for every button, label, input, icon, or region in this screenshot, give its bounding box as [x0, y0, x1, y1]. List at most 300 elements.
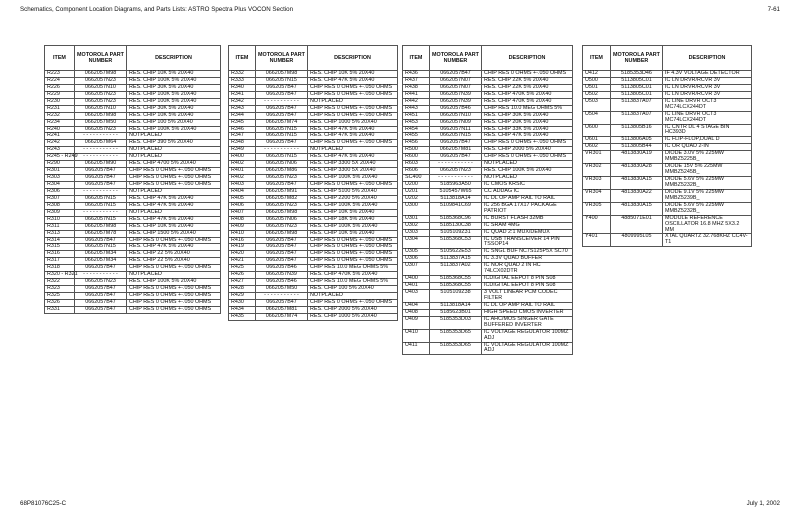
part-number-cell: 5113837A07	[611, 98, 663, 111]
description-cell: RES. CHIP 22 5% 20X40	[127, 258, 221, 265]
item-cell: VR304	[583, 189, 611, 202]
part-number-cell: 0662057B47	[75, 299, 127, 306]
item-cell: R342	[229, 98, 256, 105]
table-row	[403, 119, 573, 126]
description-cell: RES. CHIP 47K 5% 20X40	[308, 154, 398, 161]
part-number-cell: 0662057M98	[256, 209, 308, 216]
item-cell: R242	[45, 140, 75, 147]
part-number-cell: 5185368C96	[430, 215, 482, 222]
description-cell: RES. CHIP 10K 5% 20X40	[127, 223, 221, 230]
part-number-cell: 5105622E53	[430, 249, 482, 256]
part-number-cell: 0662057B46	[430, 105, 482, 112]
part-number-cell: 0662057M98	[256, 71, 308, 78]
table-row	[403, 236, 573, 249]
part-number-cell: 0662057M64	[75, 140, 127, 147]
description-cell: CHIP RES 10.0 MEG OHMS 5%	[308, 265, 398, 272]
description-cell: RES. CHIP 47K 5% 20X40	[308, 77, 398, 84]
description-cell: RES. CHIP 100K 5% 20X40	[127, 91, 221, 98]
description-cell: RES. CHIP 100K 5% 20X40	[127, 126, 221, 133]
item-cell: U404	[403, 302, 430, 309]
description-cell: IC CNTR DL 4 STAGE BIN HC393D	[663, 124, 752, 137]
description-cell: RES. CHIP 3300 5X 20X40	[308, 161, 398, 168]
part-number-cell: - - - - - - - - - - -	[75, 133, 127, 140]
item-cell: U502	[583, 91, 611, 98]
description-cell: IC LN DRVR/RCVR 3V	[663, 91, 752, 98]
part-number-cell: - - - - - - - - - - -	[75, 272, 127, 279]
description-cell: RES. CHIP 100K 5% 20X40	[127, 77, 221, 84]
item-cell: R345	[229, 119, 256, 126]
part-number-cell: 0662057M74	[256, 119, 308, 126]
part-number-cell: 0662057N06	[256, 161, 308, 168]
part-number-cell: 0662057B47	[256, 182, 308, 189]
table-row	[583, 177, 752, 190]
description-cell: CHIP RES 0 OHMS +-.050 OHMS	[127, 265, 221, 272]
description-cell: IC USB TRANSCEIVER 14 PIN TSSOP14	[482, 236, 573, 249]
description-cell: RES. CHIP 30K 5% 20X40	[482, 112, 573, 119]
table-row	[45, 230, 221, 237]
part-number-cell: 0662057M90	[75, 161, 127, 168]
description-cell: RES. CHIP 22K 5% 20X40	[482, 84, 573, 91]
parts-table-4	[582, 45, 752, 247]
description-cell: IC LINE DRVR OCT3 MC74LCX244DT	[663, 111, 752, 124]
part-number-cell: 5185353D65	[430, 329, 482, 342]
description-cell: RES. CHIP 1000 5% 20X40	[308, 313, 398, 320]
description-cell: IC CMOS KRSIC	[482, 182, 573, 189]
description-cell: NOTPLACED	[308, 98, 398, 105]
description-cell: IC QUAD 2:1 MUX/DEMUX	[482, 229, 573, 236]
description-cell: CHIP RES 0 OHMS +-.050 OHMS	[127, 237, 221, 244]
publication-date: July 1, 2002	[746, 500, 780, 507]
part-number-cell: 0662057N23	[430, 168, 482, 175]
description-cell: RES. CHIP 100K 5% 20X40	[308, 223, 398, 230]
item-cell: R332	[229, 71, 256, 78]
part-number-cell: 5185623B01	[430, 309, 482, 316]
part-number-cell: - - - - - - - - - - -	[75, 154, 127, 161]
description-cell: NOTPLACED	[308, 293, 398, 300]
table-row	[45, 119, 221, 126]
part-number-cell: 0662057N10	[430, 112, 482, 119]
description-cell: RES. CHIP 10K 5% 20X40	[308, 230, 398, 237]
description-cell: CHIP RES 0 OHMS +-.050 OHMS	[482, 71, 573, 78]
part-number-cell: 0662057N15	[256, 126, 308, 133]
table-row	[583, 189, 752, 202]
part-number-cell: 0662057N15	[75, 195, 127, 202]
part-number-cell: 5113818A14	[430, 195, 482, 202]
part-number-cell: 0662057B46	[256, 279, 308, 286]
item-cell: R404	[229, 188, 256, 195]
part-number-cell: 0662057B47	[256, 299, 308, 306]
description-cell: RES. CHIP 4700 5% 20X40	[127, 161, 221, 168]
item-cell: R453	[403, 119, 430, 126]
description-cell: IC LN DRVR/RCVR 3V	[663, 84, 752, 91]
item-cell: R451	[403, 112, 430, 119]
item-cell: R348	[229, 140, 256, 147]
description-cell: IC VOLTAGE REGULATOR 100MZ ADJ	[482, 342, 573, 355]
part-number-cell: 0662057M86	[256, 168, 308, 175]
part-number-cell: 0662057B47	[75, 237, 127, 244]
part-number-cell: 0662057M81	[256, 306, 308, 313]
item-cell: U504	[583, 111, 611, 124]
description-cell: RES. CHIP 47K 5% 20X40	[127, 195, 221, 202]
item-cell: U412	[583, 71, 611, 78]
item-cell: R405	[229, 195, 256, 202]
part-number-cell: - - - - - - - - - - -	[430, 161, 482, 168]
part-number-cell: 0662057M91	[256, 188, 308, 195]
table-row	[403, 329, 573, 342]
item-cell: R454	[403, 126, 430, 133]
description-cell: NOTPLACED	[127, 272, 221, 279]
page-number: 7-61	[767, 6, 780, 13]
column-header-description: DESCRIPTION	[127, 46, 221, 71]
description-cell: IC 256 BGA 17X17 PACKAGE PATRIOT	[482, 202, 573, 215]
description-cell: CHIP RES 0 OHMS +-.050 OHMS	[308, 91, 398, 98]
description-cell: RES. CHIP 47K 5% 20X40	[482, 133, 573, 140]
part-number-cell: - - - - - - - - - - -	[430, 175, 482, 182]
item-cell: R407	[229, 209, 256, 216]
table-row	[229, 119, 398, 126]
description-cell: RES. CHIP 100K 5% 20X40	[308, 202, 398, 209]
table-row	[583, 124, 752, 137]
item-cell: Y401	[583, 234, 611, 247]
description-cell: NOTPLACED	[308, 147, 398, 154]
table-row	[403, 290, 573, 303]
description-cell: CHIP RES 0 OHMS +-.050 OHMS	[127, 175, 221, 182]
description-cell: RES. CHIP 47K 5% 20X40	[308, 133, 398, 140]
item-cell: R456	[403, 140, 430, 147]
description-cell: CHIP RES 10.0 MEG OHMS 5%	[482, 105, 573, 112]
description-cell: RES. CHIP 10K 5% 20X40	[308, 209, 398, 216]
item-cell: U403	[403, 290, 430, 303]
description-cell: RES. CHIP 100K 5% 20X40	[127, 279, 221, 286]
item-cell: R401	[229, 168, 256, 175]
description-cell: CHIP RES 0 OHMS +-.050 OHMS	[127, 306, 221, 313]
item-cell: U601	[583, 137, 611, 144]
description-cell: NOTPLACED	[127, 133, 221, 140]
item-cell: R301	[45, 168, 75, 175]
item-cell: VR302	[583, 164, 611, 177]
part-number-cell: 0662057M34	[75, 251, 127, 258]
item-cell: R243	[45, 147, 75, 154]
description-cell: CHIP RES 0 OHMS +-.050 OHMS	[308, 258, 398, 265]
part-number-cell: 0662057N23	[75, 126, 127, 133]
description-cell: CHIP RES 0 OHMS +-.050 OHMS	[127, 286, 221, 293]
part-number-cell: 5109841C69	[430, 202, 482, 215]
description-cell: CHIP RES 0 OHMS +-.050 OHMS	[308, 182, 398, 189]
item-cell: R325	[45, 293, 75, 300]
part-number-cell: 5113818A14	[430, 302, 482, 309]
part-number-cell: 0662057B47	[256, 112, 308, 119]
item-cell: Y400	[583, 215, 611, 234]
part-number-cell: 5185368C55	[430, 276, 482, 283]
description-cell: IC FLIP-FLOP,DUAL D	[663, 137, 752, 144]
item-cell: R455	[403, 133, 430, 140]
item-cell: R340	[229, 84, 256, 91]
item-cell: SC400	[403, 175, 430, 182]
description-cell: NOTPLACED	[127, 188, 221, 195]
part-number-cell: 5185368C53	[430, 236, 482, 249]
description-cell: RES. CHIP 470K 5% 20X40	[308, 272, 398, 279]
item-cell: R326	[45, 299, 75, 306]
page-header	[20, 6, 780, 18]
description-cell: RES. CHIP 10K 5% 20X40	[127, 71, 221, 78]
item-cell: U305	[403, 249, 430, 256]
item-cell: R436	[403, 71, 430, 78]
item-cell: R323	[45, 286, 75, 293]
column-header-item: ITEM	[45, 46, 75, 71]
part-number-cell: 0662057N07	[430, 84, 482, 91]
part-number-cell: 0662057B47	[75, 182, 127, 189]
description-cell: RES. CHIP 22K 5% 20X40	[482, 77, 573, 84]
item-cell: R400	[229, 154, 256, 161]
description-cell: RES. CHIP 100K 5% 20X40	[308, 175, 398, 182]
item-cell: R425	[229, 265, 256, 272]
description-cell: IC LINE DRVR OCT3 MC74LCX244DT	[663, 98, 752, 111]
part-number-cell: 0662057B47	[75, 168, 127, 175]
part-number-cell: - - - - - - - - - - -	[256, 98, 308, 105]
part-number-cell: 0662057B47	[256, 258, 308, 265]
part-number-cell: 0662057B47	[75, 265, 127, 272]
item-cell: U202	[403, 195, 430, 202]
item-cell: R224	[45, 77, 75, 84]
description-cell: RES. CHIP 470K 5% 20X40	[482, 98, 573, 105]
item-cell: R434	[229, 306, 256, 313]
description-cell: IC BURST FLASH 32MB	[482, 215, 573, 222]
item-cell: R303	[45, 175, 75, 182]
item-cell: R406	[229, 202, 256, 209]
part-number-cell: 5113806A05	[611, 137, 663, 144]
item-cell: U300	[403, 202, 430, 215]
part-number-cell: 0662057N23	[75, 91, 127, 98]
part-number-cell: 0662057B47	[256, 244, 308, 251]
part-number-cell: - - - - - - - - - - -	[75, 188, 127, 195]
table-row	[583, 215, 752, 234]
description-cell: RES. CHIP 30K 5% 20X40	[127, 84, 221, 91]
description-cell: RES. CHIP 2200 5% 20X40	[308, 195, 398, 202]
item-cell: R349	[229, 147, 256, 154]
part-number-cell: - - - - - - - - - - -	[75, 209, 127, 216]
description-cell: RES. CHIP 47K 5% 20X40	[127, 244, 221, 251]
part-number-cell: 0662057B47	[430, 140, 482, 147]
description-cell: DIODE 5.6V 5% 225MW MMBZ5232B_	[663, 177, 752, 190]
page-title: Schematics, Component Location Diagrams, and Parts Lists: ASTRO Spectra Plus VOCON Section	[20, 6, 294, 13]
part-number-cell: 0662057N15	[75, 216, 127, 223]
item-cell: R409	[229, 223, 256, 230]
part-number-cell: 4813830A15	[611, 202, 663, 215]
description-cell: RES. CHIP 47K 5% 20X40	[308, 126, 398, 133]
item-cell: R408	[229, 216, 256, 223]
description-cell: IC OR QUAD 2-IN	[663, 144, 752, 151]
item-cell: R347	[229, 133, 256, 140]
item-cell: U304	[403, 236, 430, 249]
description-cell: NOTPLACED	[127, 147, 221, 154]
part-number-cell: 0662057B47	[75, 293, 127, 300]
description-cell: HIGH SPEED CMOS INVERTER	[482, 309, 573, 316]
item-cell: R320 - R321	[45, 272, 75, 279]
description-cell: IC NOR QUAD 2 IN HC 74LCX02DTR	[482, 263, 573, 276]
description-cell: CHIP RES 0 OHMS +-.050 OHMS	[308, 237, 398, 244]
item-cell: R603	[403, 161, 430, 168]
item-cell: R430	[229, 299, 256, 306]
item-cell: R304	[45, 182, 75, 189]
table-row	[229, 313, 398, 320]
part-number-cell: 0662057B47	[256, 105, 308, 112]
description-cell: IC AHC/MOS SINGER GATE BUFFERED INVERTER	[482, 316, 573, 329]
description-cell: CHIP RES 0 OHMS +-.050 OHMS	[127, 293, 221, 300]
description-cell: IC LN DRVR/RCVR 3V	[663, 77, 752, 84]
part-number-cell: 4813830A22	[611, 189, 663, 202]
part-number-cell: 5185130C38	[430, 222, 482, 229]
page-footer	[20, 500, 780, 512]
column-header-item: ITEM	[229, 46, 256, 71]
description-cell: CHIP RES 0 OHMS +-.050 OHMS	[308, 299, 398, 306]
item-cell: R333	[229, 77, 256, 84]
part-number-cell: 0662057N09	[430, 119, 482, 126]
part-number-cell: 4885071E01	[611, 215, 663, 234]
table-row	[583, 111, 752, 124]
column-header-description: DESCRIPTION	[482, 46, 573, 71]
description-cell: IC DL OP AMP RAIL TO RAIL	[482, 302, 573, 309]
description-cell: NOTPLACED	[482, 175, 573, 182]
description-cell: RES. CHIP 18K 5% 20X40	[308, 216, 398, 223]
description-cell: RES. CHIP 2000 5% 20X40	[482, 147, 573, 154]
item-cell: R230	[45, 98, 75, 105]
part-number-cell: 5105109Z38	[430, 290, 482, 303]
description-cell: CHIP RES 0 OHMS +-.050 OHMS	[308, 112, 398, 119]
part-number-cell: 0662057M78	[75, 230, 127, 237]
table-row	[583, 164, 752, 177]
part-number-cell: 0662057N39	[430, 91, 482, 98]
description-cell: ICDIGITAL EEPOT 8 PIN S08	[482, 283, 573, 290]
item-cell: R306	[45, 188, 75, 195]
description-cell: CHIP RES 0 OHMS +-.050 OHMS	[482, 140, 573, 147]
description-cell: DIODE 15V 5% 225MW MMBZ5245B_	[663, 164, 752, 177]
item-cell: VR301	[583, 151, 611, 164]
part-number-cell: 0662057N23	[75, 77, 127, 84]
description-cell: RES. CHIP 33K 5% 20X40	[482, 126, 573, 133]
description-cell: DIODE 9.1V 5% 225MW MMBZ5239B_	[663, 189, 752, 202]
description-cell: RES. CHIP 100 5% 20X40	[308, 286, 398, 293]
item-cell: R317	[45, 258, 75, 265]
description-cell: IC 3.3V QUAD BUFFER	[482, 256, 573, 263]
table-row	[45, 306, 221, 313]
part-number-cell: 0662057N23	[256, 223, 308, 230]
part-number-cell: 0662057N06	[256, 216, 308, 223]
part-number-cell: 0662057N23	[75, 279, 127, 286]
description-cell: IC VOLTAGE REGULATOR 100MZ ADJ	[482, 329, 573, 342]
item-cell: U303	[403, 229, 430, 236]
part-number-cell: 0662057N15	[75, 244, 127, 251]
part-number-cell: 5113805C01	[611, 77, 663, 84]
part-number-cell: 0662057B47	[430, 154, 482, 161]
part-number-cell: 5113837A15	[430, 256, 482, 263]
description-cell: RES. CHIP 2000 5% 20X40	[308, 306, 398, 313]
part-number-cell: 5185353D03	[430, 316, 482, 329]
part-number-cell: 0662057B47	[256, 237, 308, 244]
part-number-cell: 0662057N15	[256, 154, 308, 161]
part-number-cell: 4813830A19	[611, 151, 663, 164]
item-cell: R315	[45, 244, 75, 251]
description-cell: 3 VOLT LINEAR PCM CODEC FILTER	[482, 290, 573, 303]
table-row	[583, 202, 752, 215]
table-row	[583, 151, 752, 164]
description-cell: RES. CHIP 22 5% 20X40	[127, 251, 221, 258]
item-cell: R419	[229, 244, 256, 251]
part-number-cell: 4813830A15	[611, 177, 663, 190]
part-number-cell: 0662057B47	[430, 71, 482, 78]
description-cell: CHIP RES 10.0 MEG OHMS 5%	[308, 279, 398, 286]
item-cell: R429	[229, 293, 256, 300]
item-cell: VR303	[583, 177, 611, 190]
description-cell: CHIP RES 0 OHMS +-.050 OHMS	[308, 105, 398, 112]
item-cell: R223	[45, 71, 75, 78]
description-cell: MODULE REFERENCE OSCILLATOR 16.8 MHZ 5X3.2 MM	[663, 215, 752, 234]
part-number-cell: 0662057M98	[256, 230, 308, 237]
item-cell: R438	[403, 84, 430, 91]
part-number-cell: 5113805B44	[611, 144, 663, 151]
item-cell: U201	[403, 188, 430, 195]
item-cell: U602	[583, 144, 611, 151]
item-cell: R309	[45, 209, 75, 216]
part-number-cell: 5113837A02	[430, 263, 482, 276]
item-cell: U306	[403, 256, 430, 263]
column-header-description: DESCRIPTION	[308, 46, 398, 71]
item-cell: U500	[583, 77, 611, 84]
item-cell: R410	[229, 230, 256, 237]
item-cell: R437	[403, 77, 430, 84]
item-cell: R403	[229, 182, 256, 189]
item-cell: R344	[229, 112, 256, 119]
parts-table-2	[228, 45, 398, 321]
item-cell: R600	[403, 154, 430, 161]
part-number-cell: 0662057B47	[75, 306, 127, 313]
part-number-cell: - - - - - - - - - - -	[256, 293, 308, 300]
description-cell: RES. CHIP 1000 5% 20X40	[308, 119, 398, 126]
description-cell: XTAL QUARTZ 32.768KHZ CC4V-T1	[663, 234, 752, 247]
column-header-part-number: MOTOROLA PART NUMBER	[256, 46, 308, 71]
item-cell: R427	[229, 279, 256, 286]
description-cell: IC DL OP AMP RAIL TO RAIL	[482, 195, 573, 202]
part-number-cell: 0662057B47	[256, 140, 308, 147]
part-number-cell: 0662057N07	[430, 77, 482, 84]
item-cell: R606	[403, 168, 430, 175]
description-cell: CHIP RES 0 OHMS +-.050 OHMS	[308, 84, 398, 91]
table-row	[403, 316, 573, 329]
part-number-cell: 0662057M98	[75, 112, 127, 119]
part-number-cell: 0662057B47	[256, 84, 308, 91]
item-cell: R402	[229, 161, 256, 168]
part-number-cell: 0662057B47	[75, 286, 127, 293]
item-cell: U401	[403, 283, 430, 290]
description-cell: RES. CHIP 470K 5% 20X40	[482, 91, 573, 98]
part-number-cell: 0662057B46	[256, 265, 308, 272]
part-number-cell: 0662057M34	[75, 258, 127, 265]
column-header-part-number: MOTOROLA PART NUMBER	[611, 46, 663, 71]
item-cell: VR305	[583, 202, 611, 215]
description-cell: DIODE 5.6V 5% 225MW MMBZ5232B_	[663, 202, 752, 215]
item-cell: U600	[583, 124, 611, 137]
part-number-cell: 5185368C55	[430, 283, 482, 290]
parts-table-1	[44, 45, 221, 314]
parts-table-3	[402, 45, 573, 355]
part-number-cell: 5105457W65	[430, 188, 482, 195]
item-cell: R229	[45, 91, 75, 98]
item-cell: R341	[229, 91, 256, 98]
part-number-cell: 0662057M74	[256, 313, 308, 320]
description-cell: RES. CHIP 1500 5% 20X40	[127, 230, 221, 237]
document-number: 68P81076C25-C	[20, 500, 67, 507]
item-cell: R226	[45, 84, 75, 91]
part-number-cell: 5113837A07	[611, 111, 663, 124]
